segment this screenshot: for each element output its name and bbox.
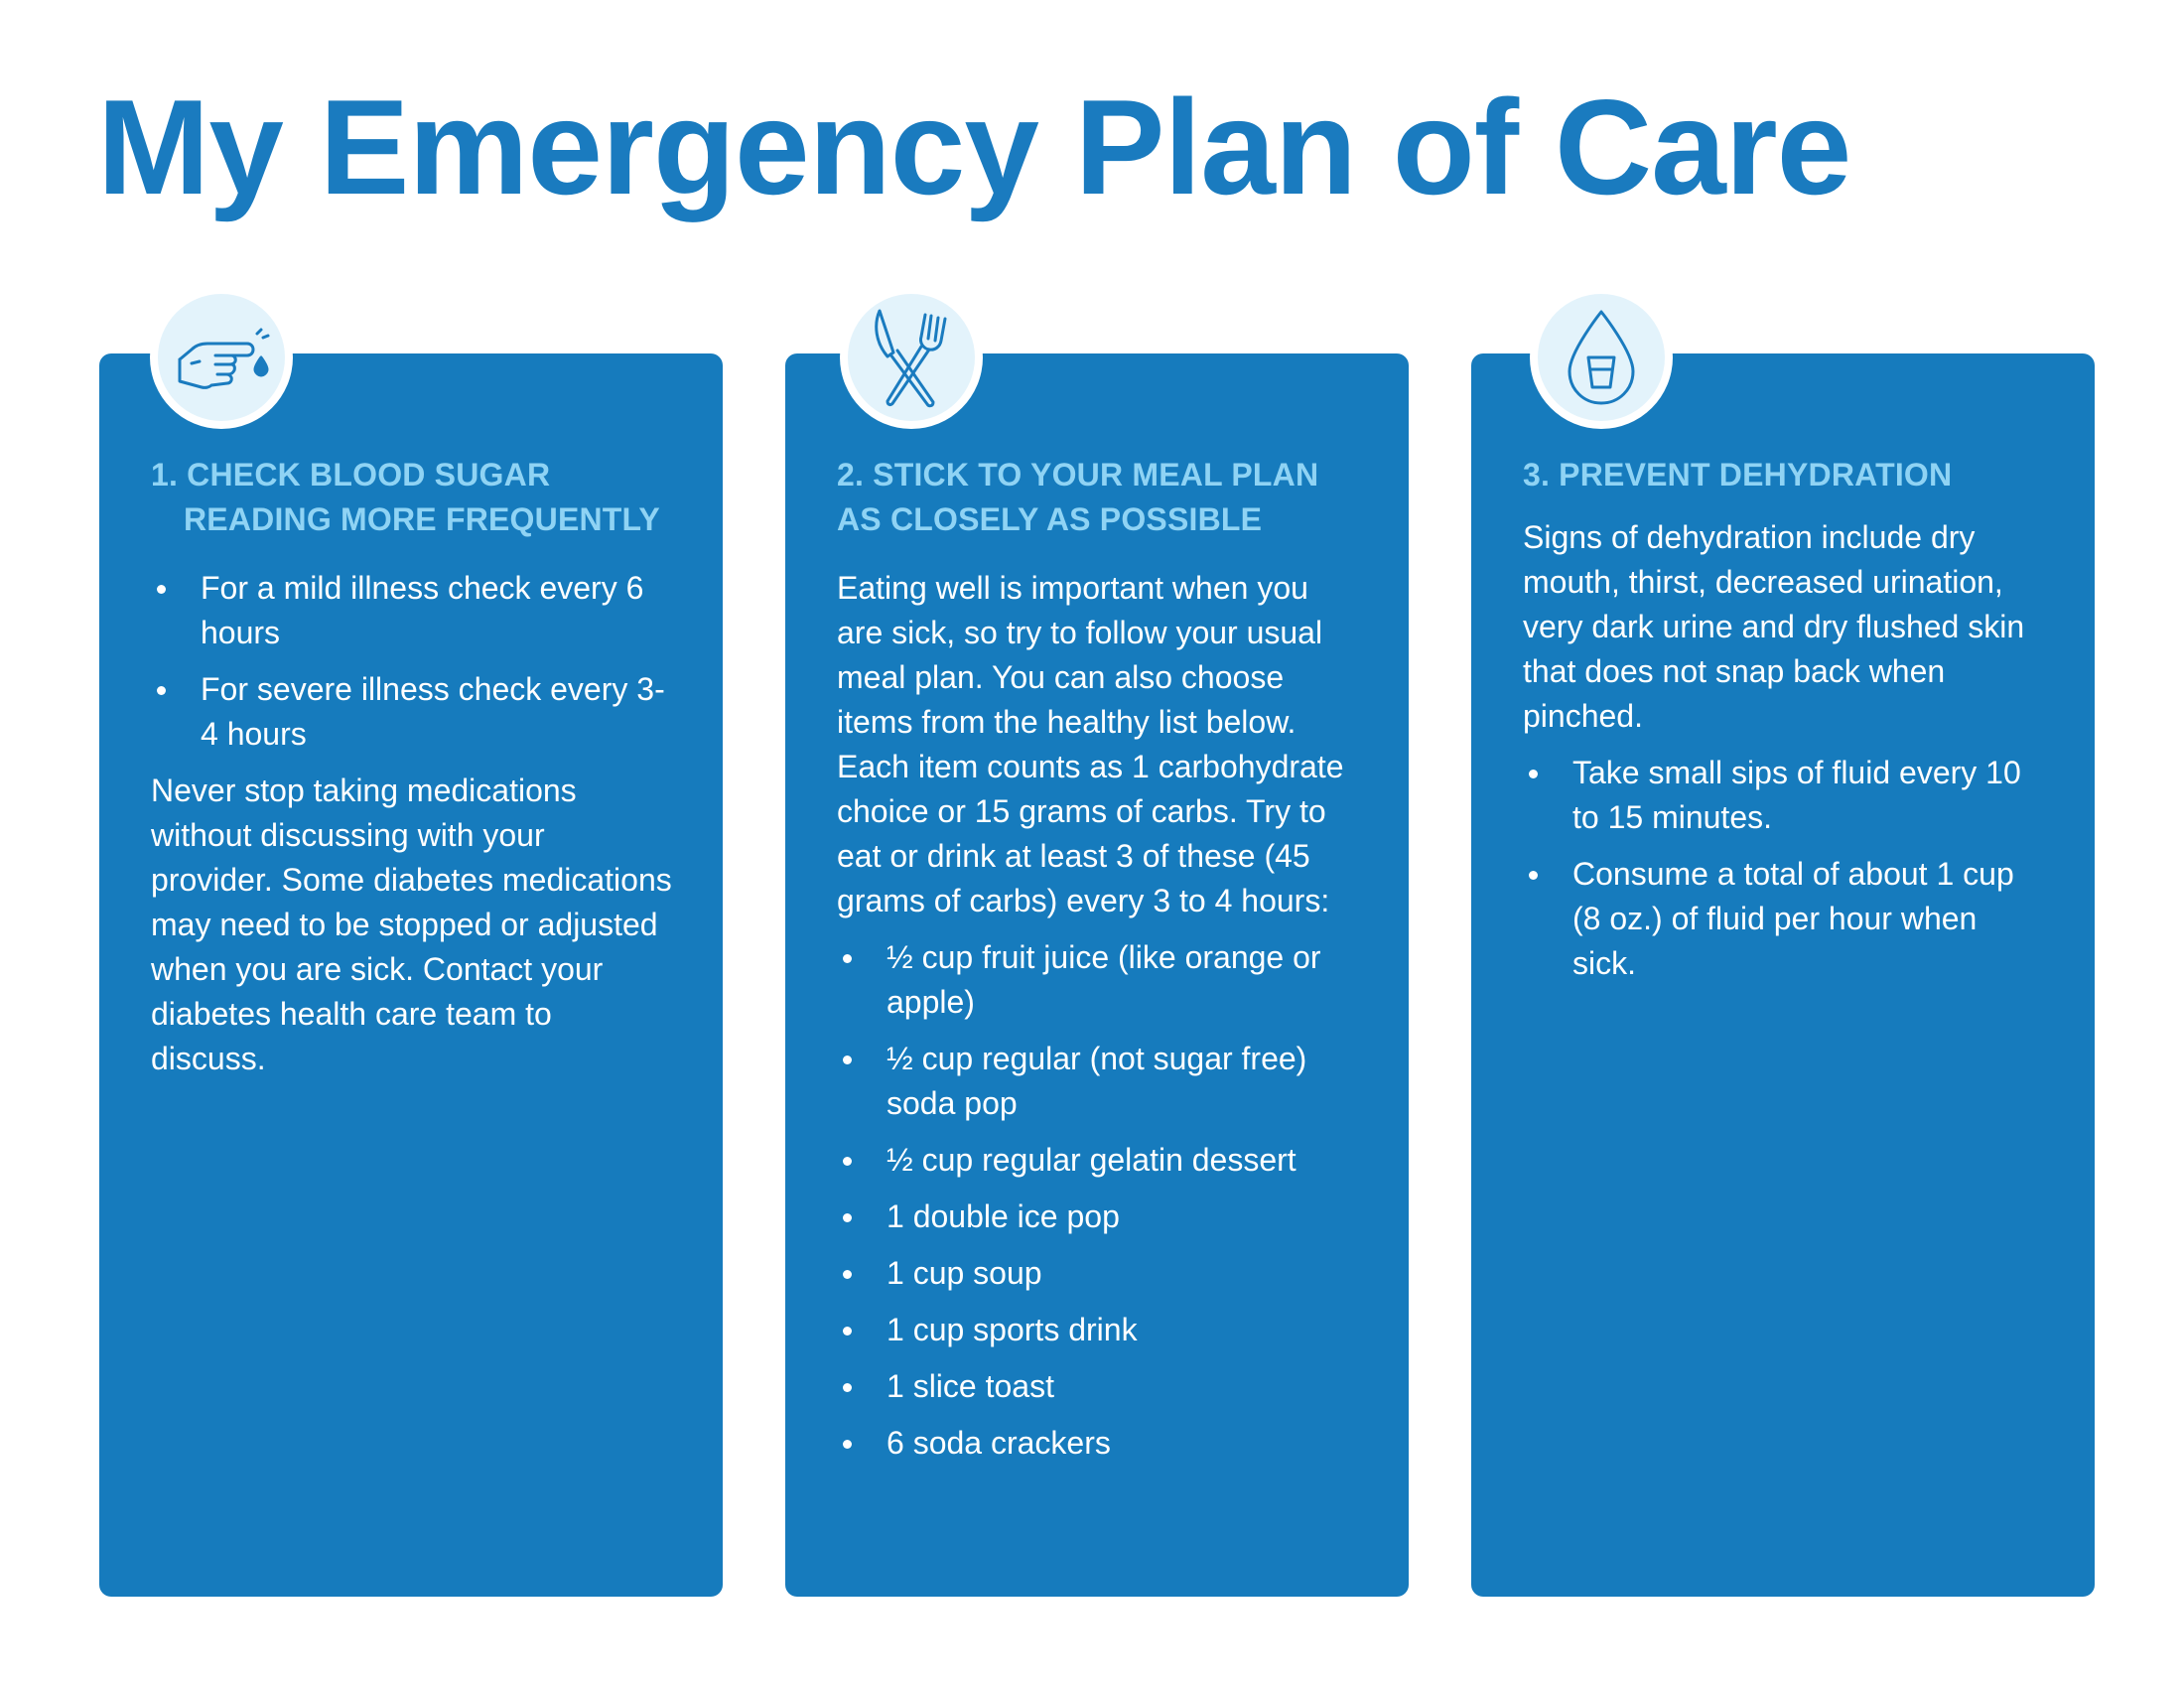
section-body: Signs of dehydration include dry mouth, thirst, decreased urination, very dark urine and dry flushed skin that does not snap back when pinched.: [1523, 519, 2025, 734]
section-heading: 2. STICK TO YOUR MEAL PLAN AS CLOSELY AS POSSIBLE: [837, 457, 1319, 537]
card-content: [151, 453, 675, 1081]
card-prevent-dehydration: [1471, 353, 2095, 1597]
water-drop-glass-icon: [1538, 294, 1665, 421]
card-content: [837, 453, 1361, 1477]
card-content: [1523, 453, 2047, 998]
section-heading: 3. PREVENT DEHYDRATION: [1523, 457, 1953, 492]
list-item: 1 slice toast: [837, 1364, 1361, 1409]
finger-blood-drop-icon: [158, 294, 285, 421]
list-item: 1 double ice pop: [837, 1195, 1361, 1239]
icon-badge: [840, 286, 983, 429]
list-item: ½ cup regular gelatin dessert: [837, 1138, 1361, 1183]
bullet-list: [1523, 751, 2047, 986]
knife-fork-icon: [848, 294, 975, 421]
list-item: 6 soda crackers: [837, 1421, 1361, 1466]
icon-badge: [1530, 286, 1673, 429]
list-item: Consume a total of about 1 cup (8 oz.) of fluid per hour when sick.: [1523, 852, 2047, 986]
section-body: Never stop taking medications without discussing with your provider. Some diabetes medications may need to be stopped or adjusted when you are sick. Contact your diabetes health care team to discuss.: [151, 773, 672, 1076]
bullet-list: [837, 935, 1361, 1466]
list-item: Take small sips of fluid every 10 to 15 minutes.: [1523, 751, 2047, 840]
icon-badge: [150, 286, 293, 429]
list-item: For a mild illness check every 6 hours: [151, 566, 675, 655]
list-item: ½ cup fruit juice (like orange or apple): [837, 935, 1361, 1025]
list-item: ½ cup regular (not sugar free) soda pop: [837, 1037, 1361, 1126]
card-check-blood-sugar: [99, 353, 723, 1597]
card-meal-plan: [785, 353, 1409, 1597]
list-item: 1 cup sports drink: [837, 1308, 1361, 1352]
bullet-list: [151, 566, 675, 757]
list-item: 1 cup soup: [837, 1251, 1361, 1296]
section-heading: 1. CHECK BLOOD SUGAR READING MORE FREQUENTLY: [151, 457, 660, 537]
list-item: For severe illness check every 3-4 hours: [151, 667, 675, 757]
page-title: My Emergency Plan of Care: [97, 71, 1851, 222]
section-body: Eating well is important when you are sick, so try to follow your usual meal plan. You can also choose items from the healthy list below. Each item counts as 1 carbohydrate choice or 15 grams of carbs. Try to eat or drink at least 3 of these (45 grams of carbs) every 3 to 4 hours:: [837, 570, 1344, 918]
